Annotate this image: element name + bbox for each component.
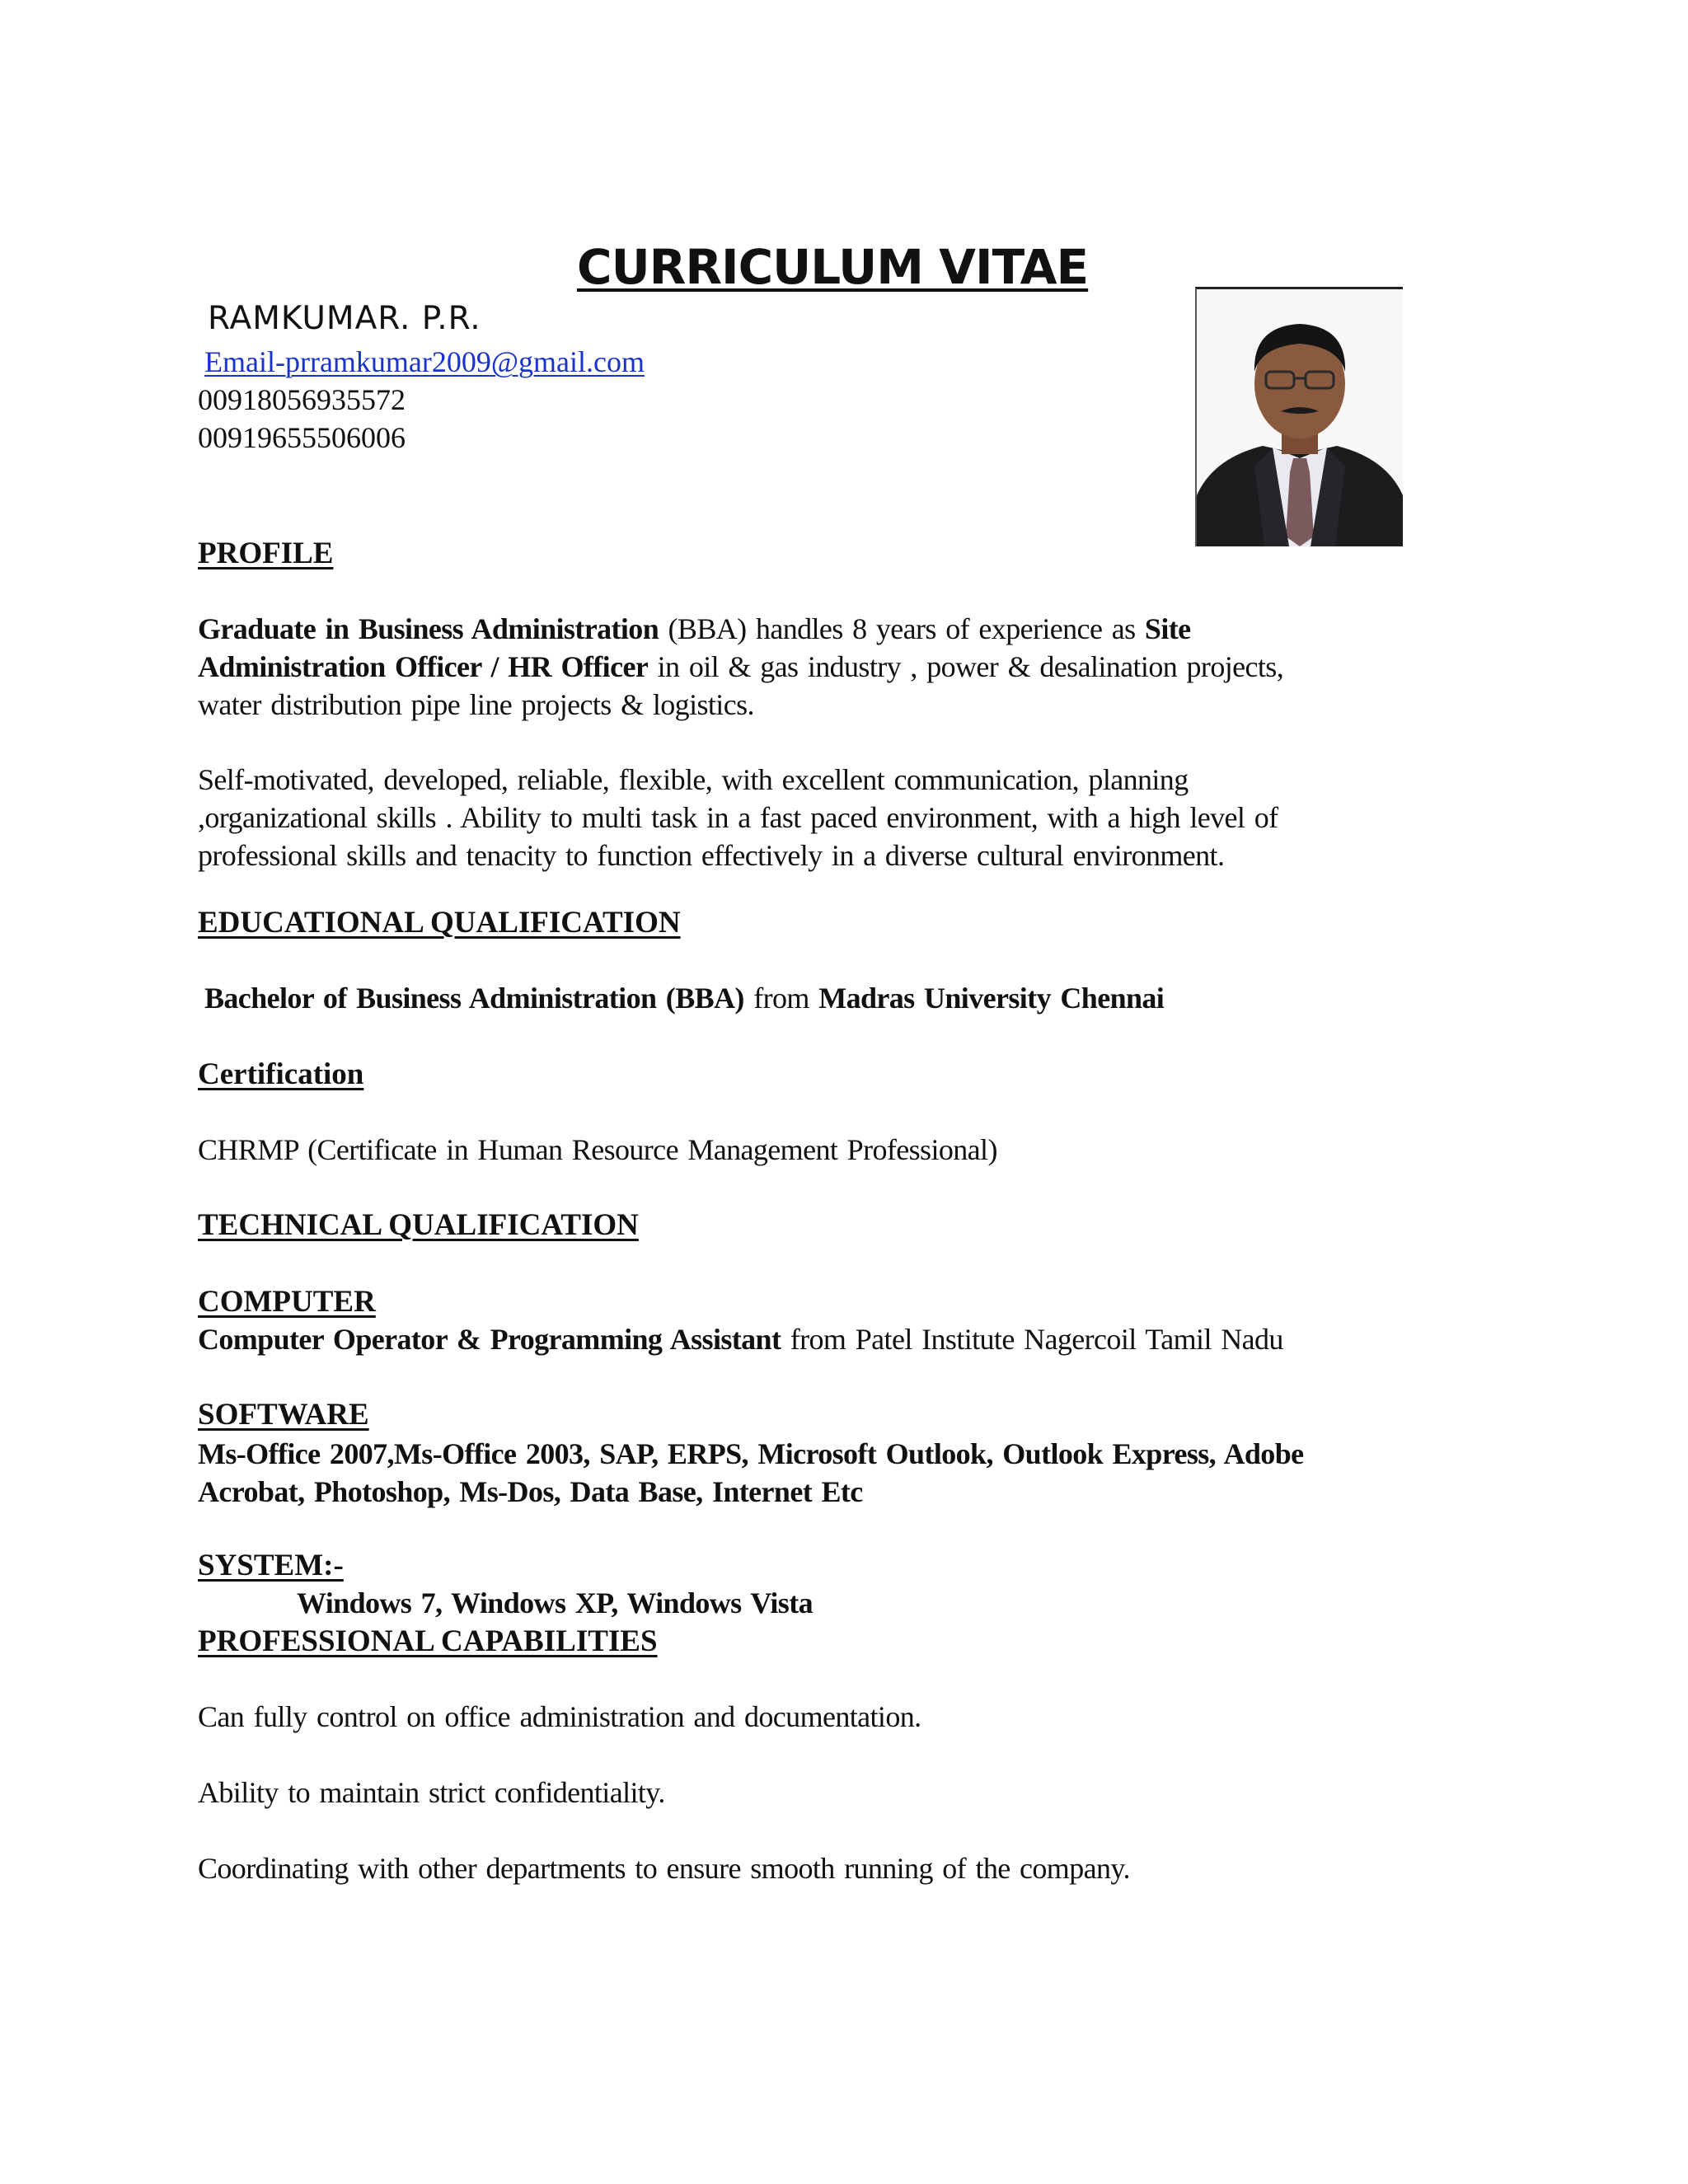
software-heading: SOFTWARE — [198, 1398, 369, 1432]
profile-paragraph-2 — [198, 761, 1451, 874]
capability-item: Ability to maintain strict confidentiality. — [198, 1776, 665, 1809]
profile-p2-line-1: Self-motivated, developed, reliable, flexible, with excellent communication, planning — [198, 763, 1189, 796]
capabilities-heading: PROFESSIONAL CAPABILITIES — [198, 1624, 658, 1658]
profile-role-text-1: Site — [1144, 612, 1191, 645]
computer-institute: from Patel Institute Nagercoil Tamil Nadu — [781, 1323, 1283, 1356]
phone-number-2: 00919655506006 — [198, 421, 406, 454]
certification-text: CHRMP (Certificate in Human Resource Management Professional) — [198, 1133, 997, 1166]
system-list: Windows 7, Windows XP, Windows Vista — [297, 1586, 814, 1619]
profile-paragraph-1 — [198, 610, 1451, 724]
profile-role-text-2: Administration Officer / HR Officer — [198, 650, 649, 683]
computer-course: Computer Operator & Programming Assistant — [198, 1323, 781, 1356]
education-degree-line — [204, 981, 1164, 1015]
profile-p2-line-2: ,organizational skills . Ability to multi task in a fast paced environment, with a high level of — [198, 801, 1278, 834]
software-line-1: Ms-Office 2007,Ms-Office 2003, SAP, ERPS, Microsoft Outlook, Outlook Express, Adobe — [198, 1437, 1304, 1470]
computer-heading: COMPUTER — [198, 1285, 376, 1319]
profile-heading: PROFILE — [198, 537, 334, 570]
software-list — [198, 1435, 1451, 1511]
certification-heading: Certification — [198, 1057, 364, 1091]
education-university: Madras University Chennai — [818, 982, 1165, 1015]
profile-projects-text: water distribution pipe line projects & logistics. — [198, 688, 754, 721]
document-title: CURRICULUM VITAE — [577, 239, 1089, 295]
profile-industry-text: in oil & gas industry , power & desalination projects, — [648, 650, 1284, 683]
candidate-name: RAMKUMAR. P.R. — [208, 300, 481, 337]
capability-item: Coordinating with other departments to ensure smooth running of the company. — [198, 1852, 1130, 1885]
software-line-2: Acrobat, Photoshop, Ms-Dos, Data Base, Internet Etc — [198, 1475, 863, 1508]
profile-degree-text: Graduate in Business Administration — [198, 612, 659, 645]
computer-course-line — [198, 1322, 1283, 1357]
profile-experience-text: (BBA) handles 8 years of experience as — [659, 612, 1145, 645]
system-heading: SYSTEM:- — [198, 1549, 344, 1582]
email-link[interactable]: Email-prramkumar2009@gmail.com — [204, 345, 645, 378]
profile-photo — [1195, 287, 1403, 546]
person-photo-icon — [1197, 289, 1403, 546]
capability-item: Can fully control on office administration and documentation. — [198, 1700, 921, 1733]
education-degree: Bachelor of Business Administration (BBA) — [204, 982, 744, 1015]
phone-number-1: 00918056935572 — [198, 383, 406, 416]
profile-p2-line-3: professional skills and tenacity to function effectively in a diverse cultural environment. — [198, 839, 1225, 872]
technical-heading: TECHNICAL QUALIFICATION — [198, 1208, 639, 1242]
education-from: from — [743, 982, 819, 1015]
education-heading: EDUCATIONAL QUALIFICATION — [198, 906, 681, 940]
